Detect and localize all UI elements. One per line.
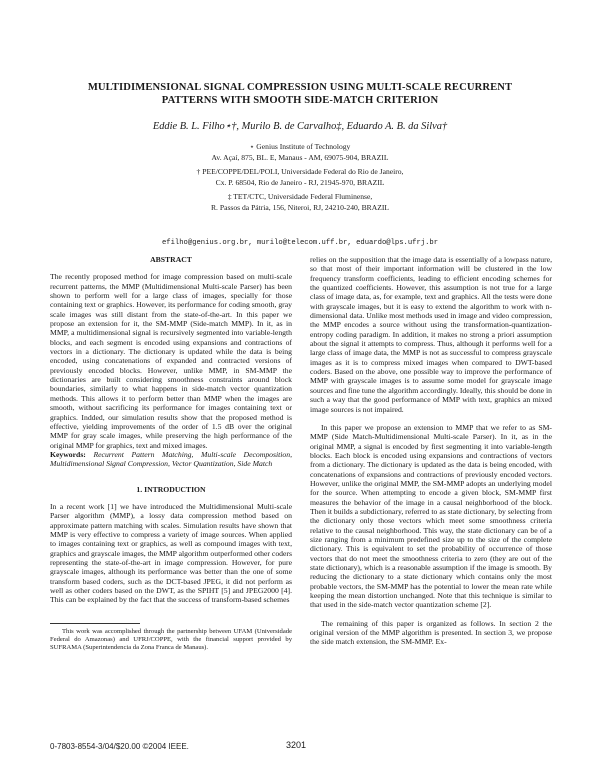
copyright-notice: 0-7803-8554-3/04/$20.00 ©2004 IEEE. (50, 742, 189, 751)
intro-paragraph-1: In a recent work [1] we have introduced the Multidimensional Multi-scale Parser algorithm (MMP), a lossy data compression method based on approximate pattern matching with scales. Simulation results have shown that MMP is very effective to compress a variety of image sources. When applied to images containing text or graphics, as well as compound images with text, graphics and grayscale images, the MMP algorithm outperformed other coders representing the state-of-the-art in image compression. However, for pure grayscale images, although its performance was better than the one of some transform based coders, such as the DCT-based JPEG, it did not perform as well as other coders based on the DWT, as the SPIHT [5] and JPEG2000 [4]. This can be explained by the fact that the success of transform-based schemes (50, 501, 292, 605)
left-column (50, 255, 292, 605)
paper-title (40, 82, 560, 107)
author-emails: efilho@genius.org.br, murilo@telecom.uff.br, eduardo@lps.ufrj.br (161, 239, 439, 247)
page-number: 3201 (286, 740, 307, 750)
affiliation-4: Cx. P. 68504, Rio de Janeiro - RJ, 21945-970, BRAZIL (215, 178, 385, 187)
keywords-label: Keywords: (50, 449, 86, 459)
affiliation-2: Av. Açaí, 875, BL. E, Manaus - AM, 69075-904, BRAZIL (211, 153, 389, 162)
right-paragraph-3: The remaining of this paper is organized as follows. In section 2 the original version of the MMP algorithm is presented. In section 3, we propose the side match extension, the SM-MMP. Ex- (310, 618, 552, 647)
affiliation-5: ‡ TET/CTC, Universidade Federal Fluminense, (227, 192, 373, 201)
keywords-text: Recurrent Pattern Matching, Multi-scale Decomposition, Multidimensional Signal Compression, Vector Quantization, Side Match (50, 449, 293, 469)
affiliation-3: † PEE/COPPE/DEL/POLI, Universidade Federal do Rio de Janeiro, (196, 167, 404, 176)
right-paragraph-2: In this paper we propose an extension to MMP that we refer to as SM-MMP (Side Match-Multidimensional Multi-scale Parser). In it, as in the original MMP, a signal is encoded by first segmenting it into variable-length blocks. Each block is encoded using expansions and contractions of vectors from a dictionary. The dictionary is updated as the data is being encoded, with concatenations of expansions and contractions of previously encoded vectors. However, unlike the original MMP, the SM-MMP adopts an underlying model for the source. When attempting to encode a given block, SM-MMP first measures the behavior of the image in a causal neighborhood of the block. Then it builds a subdictionary, referred to as state dictionary, by selecting from the dictionary only those vectors which meet some smoothness criteria relative to the causal neighborhood. This way, the state dictionary can be of a size ranging from a minimum predefined size up to the size of the complete dictionary. This is equivalent to set the probability of occurrence of those vectors that do not meet the smoothness criteria to zero (they are out of the state dictionary), which is a reasonable assumption if the image is smooth. By reducing the dictionary to a state dictionary which contains only the most probable vectors, the SM-MMP has the potential to lower the mean rate while keeping the mean distortion unchanged. Note that this technique is similar to that used in the side-match vector quantization scheme [2]. (310, 422, 552, 610)
abstract-body: The recently proposed method for image compression based on multi-scale recurrent patterns, the MMP (Multidimensional Multi-scale Parser) has been shown to perform well for a large class of images, specially for those containing text or graphics. However, its performance for coding smooth, gray scale images was still distant from the state-of-the-art. In this paper we propose an extension for it, the SM-MMP (Side-match MMP). In it, as in MMP, a multidimensional signal is recursively segmented into variable-length blocks, and each segment is encoded using expansions and contractions of vectors in a dictionary. The dictionary is updated while the data is being encoded, using concatenations of expanded and contracted versions of previously encoded blocks. However, unlike MMP, in SM-MMP the dictionaries are built considering smoothness constraints around block boundaries, similarly to what happens in side-match vector quantization methods. This allows it to perform better than MMP when the images are smooth, without sacrificing its performance for images containing text or graphics. Indded, our simulation results show that the proposed method is effective, yielding improvements of the order of 1.5 dB over the original MMP for gray scale images, while preserving the high performance of the original MMP for graphics, text and mixed images. (50, 272, 292, 450)
title-line-2: PATTERNS WITH SMOOTH SIDE-MATCH CRITERION (161, 94, 439, 106)
title-line-1: MULTIDIMENSIONAL SIGNAL COMPRESSION USING MULTI-SCALE RECURRENT (87, 82, 513, 93)
intro-heading: 1. INTRODUCTION (136, 484, 206, 494)
abstract-heading: ABSTRACT (150, 255, 192, 264)
footnote-divider (50, 623, 140, 624)
keywords (50, 450, 292, 469)
affiliation-6: R. Passos da Pátria, 156, Niteroi, RJ, 24210-240, BRAZIL (210, 203, 390, 212)
right-paragraph-1: relies on the supposition that the image data is essentially of a lowpass nature, so that most of their important information will be clustered in the low frequency transform coefficients, leading to efficient encoding schemes for the quantized coefficients. However, this assumption is not true for a large class of image data, as, for example, text and graphics. All the tests were done with grayscale images, but it is easy to extend the algorithm to work with n-dimensional data. Unlike most methods used in image and video compression, the MMP encodes a source without using the transformation-quantization-entropy coding paradigm. In addition, it makes no strong a priori assumption about the signal it attempts to compress. Thus, although it performs well for a large class of image data, the MMP is not as successful to compress grayscale images as it is to compress mixed images when compared to DWT-based coders. Based on the above, one possible way to improve the performance of MMP with grayscale images is to assume some model for grayscale image sources and fine tune the algorithm accordingly. Ideally, this should be done in such a way that the good performance of MMP with text, graphics an mixed image sources is not impaired. (310, 255, 552, 414)
affiliation-1: ⋆ Genius Institute of Technology (249, 142, 351, 151)
right-column (310, 255, 552, 647)
author-list: Eddie B. L. Filho⋆†, Murilo B. de Carvalho‡, Eduardo A. B. da Silva† (152, 121, 448, 132)
footnote: This work was accomplished through the partnership between UFAM (Universidade Federal do Amazonas) and UFRJ/COPPE, with the financial support provided by SUFRAMA (Superintendencia da Zona Franca de Manaus). (50, 628, 292, 651)
